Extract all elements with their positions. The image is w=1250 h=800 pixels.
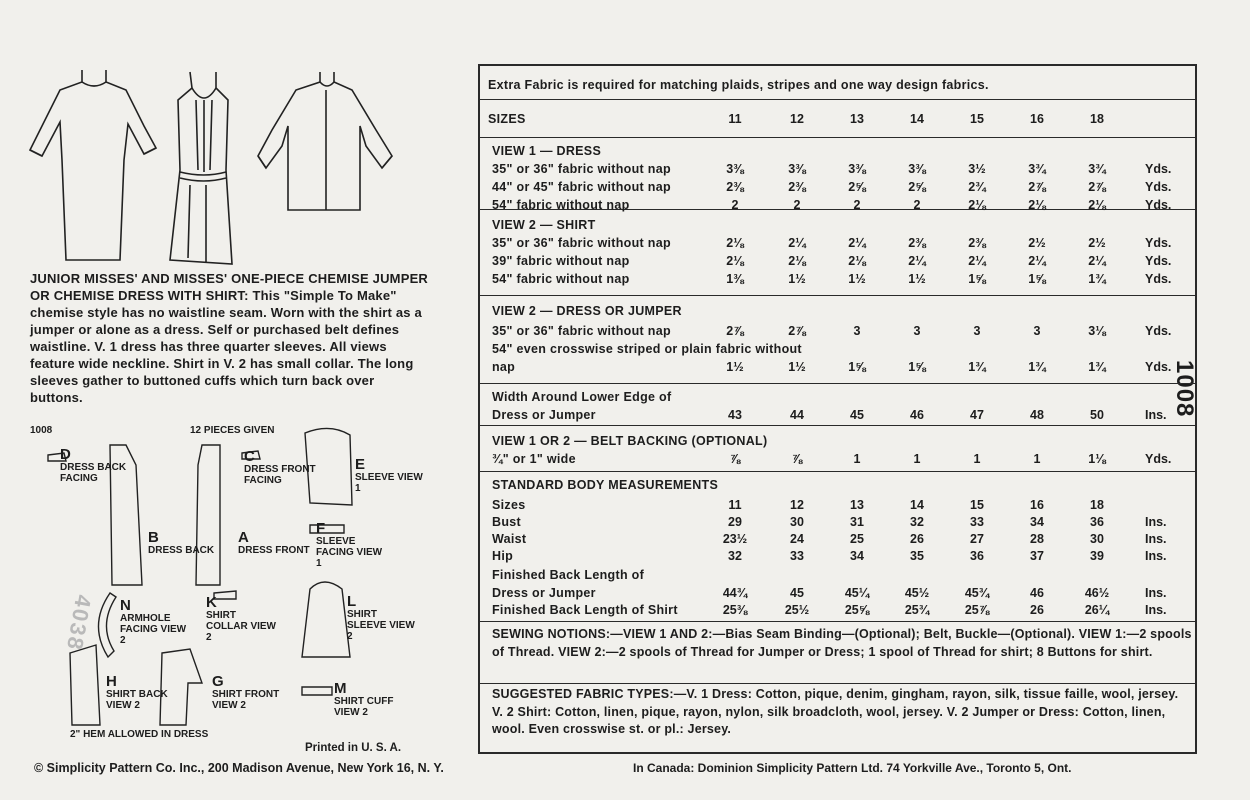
fbl-label: Finished Back Length of [492,568,645,582]
piece-label-g [212,674,284,711]
view1-row-value: 2¾ [968,180,986,194]
view2-shirt-row-value: 2¼ [1088,254,1106,268]
fbs-row-value: 25⅞ [964,603,990,617]
view1-row-value: 2⅝ [908,180,926,194]
view1-row-value: 3⅜ [848,162,866,176]
view2-dress-row2-value: 1¾ [1028,360,1046,374]
view1-row-unit: Yds. [1145,162,1172,176]
width-section [480,384,1195,426]
fbl-row-value: 45 [790,586,804,600]
publisher-address: © Simplicity Pattern Co. Inc., 200 Madison Avenue, New York 16, N. Y. [34,761,444,775]
body-row-value: 12 [790,498,804,512]
view2-dress-row2-label: 54" even crosswise striped or plain fabric without [492,342,802,356]
fbs-row-label: Finished Back Length of Shirt [492,603,678,617]
piece-name: SHIRT FRONT VIEW 2 [212,689,280,711]
piece-label-e [355,457,427,494]
view2-dress-row-value: 2⅞ [788,324,806,338]
view1-section [480,138,1195,210]
width-label: Dress or Jumper [492,408,596,422]
view2-dress-row-value: 2⅞ [726,324,744,338]
body-row-value: 26 [910,532,924,546]
piece-letter: L [347,593,357,610]
body-row-unit: Ins. [1145,549,1167,563]
view2-shirt-row-value: 2⅛ [726,236,744,250]
fbs-row-value: 25⅝ [844,603,870,617]
description-heading: JUNIOR MISSES' AND MISSES' ONE-PIECE CHEMISE JUMPER OR CHEMISE DRESS WITH SHIRT: [30,271,429,303]
fbs-row-value: 26¼ [1084,603,1110,617]
shirt-figure [258,72,392,210]
view2-shirt-row-value: 1½ [788,272,806,286]
fbs-row-unit: Ins. [1145,603,1167,617]
body-measurements-section [480,472,1195,622]
size-header: 16 [1030,112,1044,126]
view2-shirt-row-unit: Yds. [1145,236,1172,250]
view1-row-value: 2⅞ [1088,180,1106,194]
fbl-label: Dress or Jumper [492,586,596,600]
view2-dress-row2-value: 1¾ [1088,360,1106,374]
fbs-row-value: 25½ [784,603,810,617]
piece-letter: A [238,529,249,546]
view2-shirt-row-label: 39" fabric without nap [492,254,630,268]
view1-row-unit: Yds. [1145,198,1172,212]
notions-section [480,622,1195,684]
body-title: STANDARD BODY MEASUREMENTS [492,478,719,492]
view2-dress-title: VIEW 2 — DRESS OR JUMPER [492,304,682,318]
stamp-number: 4038 [61,592,97,654]
view2-shirt-row-value: 2⅛ [788,254,806,268]
width-row-value: 48 [1030,408,1044,422]
view1-row-unit: Yds. [1145,180,1172,194]
piece-name: SLEEVE VIEW 1 [355,472,423,494]
view1-row-value: 3⅜ [788,162,806,176]
belt-row-label: ¾" or 1" wide [492,452,576,466]
belt-row-value: ⅞ [791,452,803,466]
fbl-row-value: 45½ [904,586,930,600]
piece-letter: K [206,594,217,611]
dress-figure [30,70,156,260]
piece-label-h [106,674,178,711]
view2-shirt-row-value: 2½ [1088,236,1106,250]
belted-dress-figure [170,72,232,264]
view2-shirt-row-value: 1⅝ [1028,272,1046,286]
body-row-value: 18 [1090,498,1104,512]
view2-dress-row2-value: 1⅝ [908,360,926,374]
view2-shirt-row-unit: Yds. [1145,272,1172,286]
pattern-number: 1008 [1171,360,1198,418]
fbl-row-value: 44¾ [722,586,748,600]
view2-dress-row-value: 3 [1033,324,1041,338]
width-row-value: 50 [1090,408,1104,422]
view2-dress-section [480,296,1195,384]
view1-row-value: 2 [793,198,801,212]
piece-letter: C [244,448,255,465]
width-row-value: 46 [910,408,924,422]
belt-section [480,426,1195,472]
sizes-label: SIZES [488,112,526,126]
body-row-value: 33 [970,515,984,529]
garment-figures [20,60,430,275]
pattern-number-small: 1008 [30,425,53,436]
body-row-value: 28 [1030,532,1044,546]
piece-label-k [206,595,278,643]
body-row-value: 13 [850,498,864,512]
size-header: 18 [1090,112,1104,126]
note-row [480,66,1195,100]
view2-dress-row2-label: nap [492,360,516,374]
piece-letter: D [60,446,71,463]
body-row-value: 33 [790,549,804,563]
width-row-value: 44 [790,408,804,422]
piece-label-l [347,594,419,642]
view2-dress-row2-unit: Yds. [1145,360,1172,374]
body-row-value: 36 [970,549,984,563]
view2-shirt-row-value: 2⅜ [968,236,986,250]
piece-label-d [60,447,132,484]
body-row-label: Hip [492,549,514,563]
view1-row-value: 3⅜ [908,162,926,176]
suggested-fabrics: SUGGESTED FABRIC TYPES:—V. 1 Dress: Cotton, pique, denim, gingham, rayon, silk, tissue faille, wool, jersey. V. 2 Shirt: Cotton, linen, pique, rayon, nylon, silk broadcloth, wool, jersey. V. 2 Jumper or Dress: Cotton, linen, wool. Even crosswise st. or pl.: Jersey. [492,687,1179,736]
body-row-unit: Ins. [1145,532,1167,546]
printed-in: Printed in U. S. A. [305,742,402,754]
piece-letter: E [355,456,366,473]
body-row-value: 30 [1090,532,1104,546]
view2-shirt-row-value: 1⅝ [968,272,986,286]
body-row-value: 15 [970,498,984,512]
view1-row-value: 3¾ [1028,162,1046,176]
piece-name: DRESS BACK FACING [60,462,127,484]
view2-dress-row-unit: Yds. [1145,324,1172,338]
view1-row-value: 2⅝ [848,180,866,194]
view2-dress-row-value: 3 [973,324,981,338]
view2-dress-row-label: 35" or 36" fabric without nap [492,324,671,338]
view2-shirt-row-value: 2¼ [788,236,806,250]
piece-label-c [244,449,316,486]
piece-name: DRESS FRONT [238,545,310,556]
body-row-value: 39 [1090,549,1104,563]
body-row-label: Sizes [492,498,526,512]
view2-shirt-row-value: 1¾ [1088,272,1106,286]
view2-dress-row-value: 3 [913,324,921,338]
view2-dress-row2-value: 1½ [726,360,744,374]
fbl-row-value: 45¼ [844,586,870,600]
body-row-value: 23½ [722,532,748,546]
body-row-label: Bust [492,515,521,529]
body-row-value: 30 [790,515,804,529]
fbl-row-value: 46 [1030,586,1044,600]
piece-label-b [148,530,220,556]
body-row-value: 16 [1030,498,1044,512]
view1-row-label: 35" or 36" fabric without nap [492,162,671,176]
piece-name: SLEEVE FACING VIEW 1 [316,536,383,569]
view2-shirt-row-label: 54" fabric without nap [492,272,630,286]
pieces-given: 12 PIECES GIVEN [190,425,275,436]
view2-shirt-row-value: 2½ [1028,236,1046,250]
body-row-value: 24 [790,532,804,546]
view2-dress-row2-value: 1⅝ [848,360,866,374]
view2-dress-row-value: 3 [853,324,861,338]
view2-dress-row2-value: 1½ [788,360,806,374]
piece-name: SHIRT CUFF VIEW 2 [334,696,394,718]
extra-fabric-note: Extra Fabric is required for matching plaids, stripes and one way design fabrics. [488,78,989,92]
body-row-unit: Ins. [1145,515,1167,529]
belt-row-value: 1 [1033,452,1041,466]
body-row-value: 35 [910,549,924,563]
piece-letter: G [212,673,224,690]
belt-row-value: 1 [853,452,861,466]
view2-shirt-row-value: 2⅛ [726,254,744,268]
width-label: Width Around Lower Edge of [492,390,672,404]
description-body: This "Simple To Make" chemise style has no waistline seam. Worn with the shirt as a jumper or alone as a dress. Self or purchased belt defines waistline. V. 1 dress has three quarter sleeves. All views feature wide neckline. Shirt in V. 2 has small collar. The long sleeves gather to buttoned cuffs which turn back over buttons. [30,288,422,405]
view1-row-value: 2⅜ [726,180,744,194]
body-row-value: 37 [1030,549,1044,563]
belt-row-value: 1⅛ [1088,452,1106,466]
view2-shirt-row-value: 2¼ [908,254,926,268]
sewing-notions: SEWING NOTIONS:—VIEW 1 AND 2:—Bias Seam Binding—(Optional); Belt, Buckle—(Optional). VIEW 1:—2 spools of Thread. VIEW 2:—2 spools of Thread for Jumper or Dress; 1 spool of Thread for shirt; 8 Buttons for shirt. [492,627,1192,659]
belt-row-value: ⅞ [729,452,741,466]
view2-shirt-section [480,210,1195,296]
view2-shirt-row-label: 35" or 36" fabric without nap [492,236,671,250]
yardage-table [478,64,1197,754]
hem-note: 2" HEM ALLOWED IN DRESS [70,729,209,740]
fbs-row-value: 25¾ [904,603,930,617]
view2-shirt-row-value: 1⅜ [726,272,744,286]
view2-shirt-row-value: 2¼ [1028,254,1046,268]
piece-label-a [238,530,310,556]
body-row-value: 11 [728,498,742,512]
body-row-value: 34 [850,549,864,563]
width-row-value: 43 [728,408,742,422]
view1-row-value: 3⅜ [726,162,744,176]
view1-row-value: 2⅜ [788,180,806,194]
width-row-unit: Ins. [1145,408,1167,422]
piece-name: DRESS FRONT FACING [244,464,316,486]
view2-shirt-row-value: 2¼ [968,254,986,268]
size-header: 11 [728,112,742,126]
view1-row-value: 2⅛ [1028,198,1046,212]
view1-row-label: 54" fabric without nap [492,198,630,212]
pattern-description [30,270,430,406]
view2-shirt-row-value: 2¼ [848,236,866,250]
view1-title: VIEW 1 — DRESS [492,144,602,158]
belt-row-value: 1 [973,452,981,466]
fabric-types-section [480,684,1195,752]
view1-row-value: 3¾ [1088,162,1106,176]
piece-label-n [120,598,192,646]
piece-name: SHIRT SLEEVE VIEW 2 [347,609,415,642]
body-row-value: 36 [1090,515,1104,529]
size-header: 14 [910,112,924,126]
view1-row-value: 2 [853,198,861,212]
fbl-row-value: 46½ [1084,586,1110,600]
belt-row-value: 1 [913,452,921,466]
body-row-label: Waist [492,532,527,546]
view2-shirt-row-unit: Yds. [1145,254,1172,268]
piece-name: SHIRT BACK VIEW 2 [106,689,168,711]
body-row-value: 25 [850,532,864,546]
piece-letter: F [316,520,326,537]
piece-label-f [316,521,388,569]
body-row-value: 14 [910,498,924,512]
view1-row-value: 3½ [968,162,986,176]
view2-shirt-row-value: 1½ [908,272,926,286]
belt-title: VIEW 1 OR 2 — BELT BACKING (OPTIONAL) [492,434,768,448]
canada-address: In Canada: Dominion Simplicity Pattern Ltd. 74 Yorkville Ave., Toronto 5, Ont. [633,761,1072,775]
sizes-row [480,100,1195,138]
view2-dress-row-value: 3⅛ [1088,324,1106,338]
piece-letter: N [120,597,131,614]
piece-label-m [334,681,406,718]
view2-shirt-row-value: 2⅛ [848,254,866,268]
belt-row-unit: Yds. [1145,452,1172,466]
view1-row-label: 44" or 45" fabric without nap [492,180,671,194]
fbs-row-value: 26 [1030,603,1044,617]
body-row-value: 34 [1030,515,1044,529]
size-header: 15 [970,112,984,126]
view1-row-value: 2⅛ [968,198,986,212]
piece-name: ARMHOLE FACING VIEW 2 [120,613,187,646]
body-row-value: 32 [910,515,924,529]
size-header: 13 [850,112,864,126]
body-row-value: 29 [728,515,742,529]
piece-letter: H [106,673,117,690]
view1-row-value: 2 [731,198,739,212]
width-row-value: 47 [970,408,984,422]
fbs-row-value: 25⅜ [722,603,748,617]
piece-name: SHIRT COLLAR VIEW 2 [206,610,276,643]
piece-letter: M [334,680,347,697]
body-row-value: 27 [970,532,984,546]
body-row-value: 31 [850,515,864,529]
view2-shirt-row-value: 2⅜ [908,236,926,250]
view2-dress-row2-value: 1¾ [968,360,986,374]
view2-shirt-row-value: 1½ [848,272,866,286]
view1-row-value: 2⅛ [1088,198,1106,212]
piece-letter: B [148,529,159,546]
fbl-row-value: 45¾ [964,586,990,600]
piece-name: DRESS BACK [148,545,215,556]
fbl-row-unit: Ins. [1145,586,1167,600]
width-row-value: 45 [850,408,864,422]
view1-row-value: 2 [913,198,921,212]
view1-row-value: 2⅞ [1028,180,1046,194]
view2-shirt-title: VIEW 2 — SHIRT [492,218,596,232]
body-row-value: 32 [728,549,742,563]
size-header: 12 [790,112,804,126]
